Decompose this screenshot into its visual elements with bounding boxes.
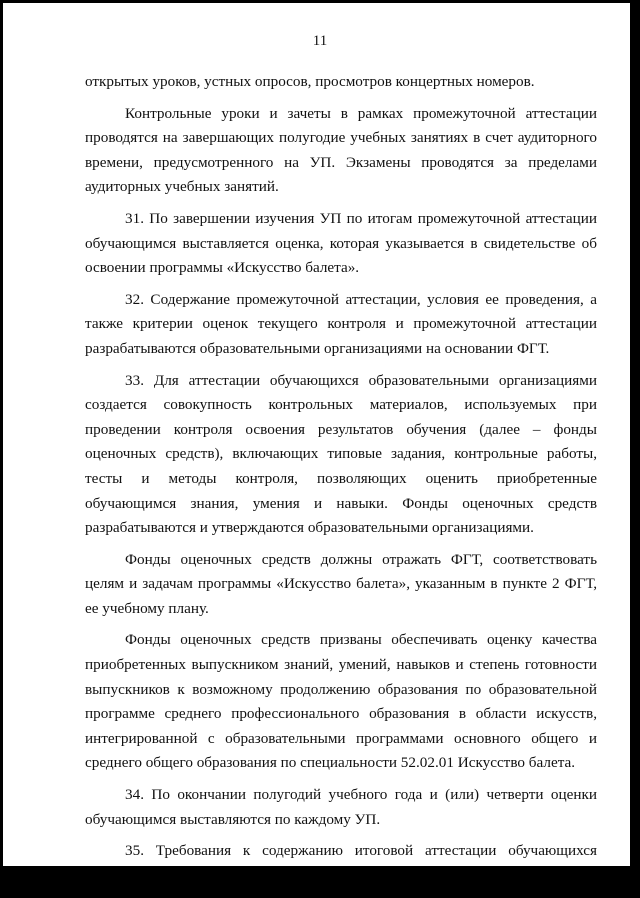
paragraph-item-35: 35. Требования к содержанию итоговой аттестации обучающихся (125, 842, 597, 860)
paragraph-item-33: 33. Для аттестации обучающихся образовательными организациями создается совокупность контрольных материалов, используемых при проведении контроля освоения результатов обучения (далее – фонды оценочных средств), включающих типовые задания, контрольные работы, тесты и методы контроля, позволяющих оценить приобретенные обучающимся знания, умения и навыки. Фонды оценочных средств разрабатываются и утверждаются образовательными организациями. (85, 371, 597, 537)
paragraph-assessment-purpose: Фонды оценочных средств призваны обеспечивать оценку качества приобретенных выпускником знаний, умений, навыков и степень готовности выпускников к возможному продолжению образования по образовательной программе среднего профессионального образования в области искусств, интегрированной с образовательными программами основного общего и среднего общего образования по специальности 52.02.01 Искусство балета. (85, 631, 597, 772)
document-body (85, 70, 597, 871)
paragraph-item-34: 34. По окончании полугодий учебного года и (или) четверти оценки обучающимся выставляются по каждому УП. (85, 786, 597, 828)
paragraph-item-31: 31. По завершении изучения УП по итогам промежуточной аттестации обучающимся выставляется оценка, которая указывается в свидетельстве об освоении программы «Искусство балета». (85, 209, 597, 277)
paragraph-assessment-funds: Фонды оценочных средств должны отражать ФГТ, соответствовать целям и задачам программы «Искусство балета», указанным в пункте 2 ФГТ, ее учебному плану. (85, 550, 597, 617)
page-number: 11 (312, 33, 328, 49)
paragraph-continuation: открытых уроков, устных опросов, просмотров концертных номеров. (85, 73, 535, 90)
paragraph-control-lessons: Контрольные уроки и зачеты в рамках промежуточной аттестации проводятся на завершающих полугодие учебных занятиях в счет аудиторного времени, предусмотренного на УП. Экзамены проводятся за пределами аудиторных учебных занятий. (85, 104, 597, 196)
paragraph-item-32: 32. Содержание промежуточной аттестации, условия ее проведения, а также критерии оценок текущего контроля и промежуточной аттестации разрабатываются образовательными организациями на основании ФГТ. (85, 290, 597, 357)
